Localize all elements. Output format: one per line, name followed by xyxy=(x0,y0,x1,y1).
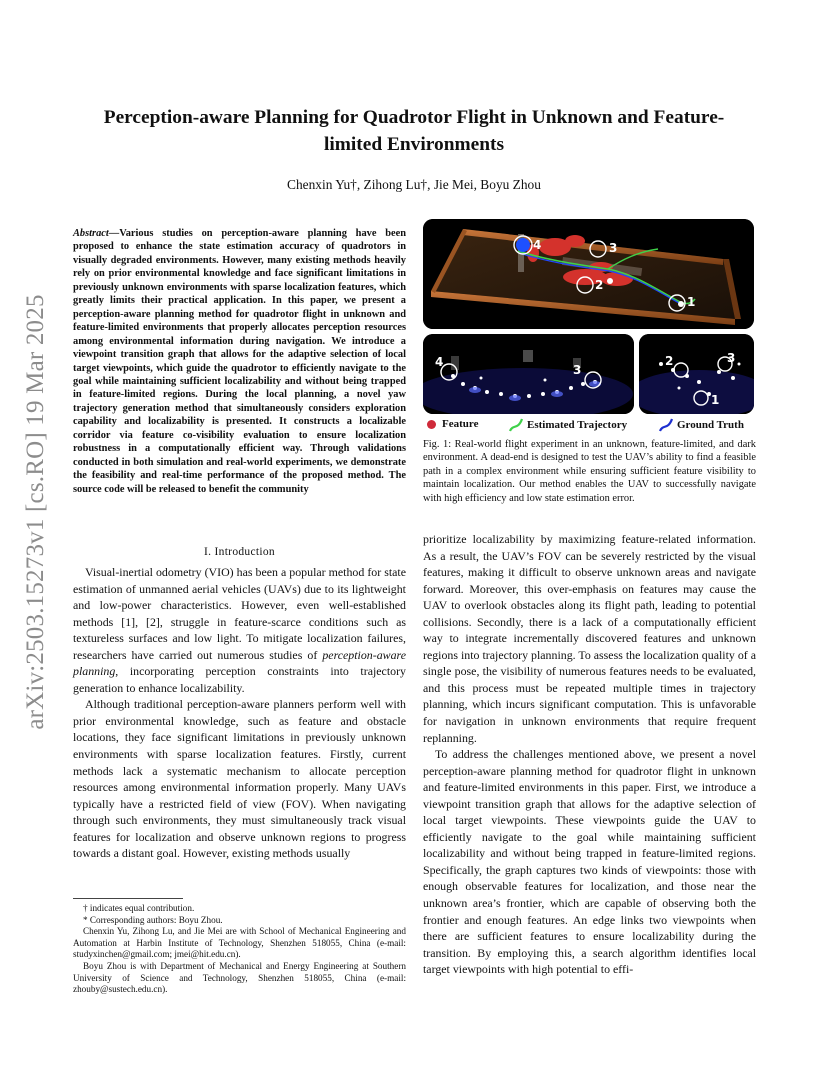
top-label-1: 1 xyxy=(687,295,696,309)
figure-caption: Fig. 1: Real-world flight experiment in an unknown, feature-limited, and dark environment. A dead-end is designed to test the UAV’s ability to find a feasible path in a complex environment while ensuring sufficient feature visibility to maintain localization. Our method enables the UAV to successfully navigate with high efficiency and low state estimation error. xyxy=(423,439,756,504)
abstract xyxy=(73,227,406,496)
top-label-2: 2 xyxy=(595,278,604,292)
estimated-trajectory-icon xyxy=(509,418,523,432)
top-label-4: 4 xyxy=(533,238,542,252)
section-heading-introduction: I. Introduction xyxy=(204,546,275,558)
bottom-right-label-3: 3 xyxy=(727,351,736,365)
legend-ground-truth-label: Ground Truth xyxy=(677,419,744,431)
intro-paragraph-2: Although traditional perception-aware planners perform well with prior environmental knowledge, such as feature and obstacle locations, they face significant limitations in previously unknown environments with sparse localization features. Firstly, current methods lack a systematic mechanism to allocate perception resources among environmental information properly. Many UAVs typically have a restricted field of view (FOV). When navigating through such environments, they must simultaneously track visual features for localization and observe unknown regions to progress towards a distant goal. However, existing methods usually xyxy=(73,697,406,861)
abstract-text: —Various studies on perception-aware planning have been proposed to enhance the state estimation accuracy of quadrotors in visually degraded environments. However, many existing methods heavily rely on prior environmental knowledge and face significant limitations in previously unknown environments with sparse localization features, which greatly limits their practical application. In this paper, we present a perception-aware planning method for quadrotor flight in unknown and feature-limited environments that properly allocates perception resources among environmental information during navigation. We introduce a viewpoint transition graph that allows for the adaptive selection of local target viewpoints, which guide the quadrotor to efficiently navigate to the goal while maintaining sufficient localizability and without being trapped in feature-limited regions. During the local planning, a novel yaw trajectory generation method that simultaneously considers exploration capability and localizability is presented. It constructs a localizable corridor via feature co-visibility evaluation to ensure localization robustness in a computationally efficient way. Through validations conducted in both simulation and real-world experiments, we demonstrate the feasibility and real-time performance of the proposed method. The source code will be released to benefit the community xyxy=(73,228,406,495)
footnote-affiliation-sustech: Boyu Zhou is with Department of Mechanical and Energy Engineering at Southern University of Science and Technology, Shenzhen 518055, China (e-mail: zhouby@sustech.edu.cn). xyxy=(73,960,406,995)
footnote-equal-contribution: † indicates equal contribution. xyxy=(83,903,195,913)
right-paragraph-2: To address the challenges mentioned above, we present a novel perception-aware planning method for quadrotor flight in unknown and feature-limited environments in this paper. First, we introduce a viewpoint transition graph that allows for the adaptive selection of local target viewpoints. These viewpoints guide the UAV to efficiently navigate to the goal while maintaining sufficient localizability and without being trapped in feature-limited regions. Specifically, the graph captures two kinds of viewpoints: those with enough observable features for localization, and those near the unknown area’s frontier, which are capable of observing both the frontier and enough features. An edge links two viewpoints when there are sufficient features to ensure localizability during the transition. By employing this, a search algorithm identifies local target viewpoints with high potential to effi- xyxy=(423,747,756,977)
right-paragraph-1: prioritize localizability by maximizing feature-related information. As a result, the UAV’s FOV can be severely restricted by the visual features, making it difficult to observe unknown areas and navigate forward. Moreover, this over-emphasis on features may cause the UAV to overlook obstacles along its flight path, leading to potential collisions. Secondly, there is a lack of a computationally efficient way to integrate incrementally discovered features and unknown regions into trajectory planning. To assess the localization quality of a single pose, the visibility of numerous features needs to be evaluated, and this process must be repeated multiple times in trajectory planning, which incurs significant computation. This is unfavorable for navigation in unknown environments that require frequent replanning. xyxy=(423,532,756,745)
ground-truth-icon xyxy=(659,418,673,432)
bottom-left-label-3: 3 xyxy=(573,363,582,377)
paper-title: Perception-aware Planning for Quadrotor Flight in Unknown and Feature-limited Environments xyxy=(103,107,725,155)
top-scene-image xyxy=(423,219,754,329)
bottom-left-scene-image xyxy=(423,334,634,414)
footnote-corresponding: * Corresponding authors: Boyu Zhou. xyxy=(83,914,223,925)
footnote-rule xyxy=(73,898,183,899)
arxiv-id-text: arXiv:2503.15273v1 [cs.RO] 19 Mar 2025 xyxy=(22,294,49,730)
intro-paragraph-1 xyxy=(73,564,406,696)
footnote-affiliation-hit: Chenxin Yu, Zihong Lu, and Jie Mei are with School of Mechanical Engineering and Automation at Harbin Institute of Technology, Shenzhen 518055, China (e-mail: studyxinchen@gmail.com; jmei@hit.edu.cn). xyxy=(73,926,406,960)
legend-estimated-trajectory xyxy=(509,418,627,432)
abstract-label: Abstract xyxy=(73,228,109,239)
feature-dot-icon xyxy=(427,420,436,429)
figure-bottom-row xyxy=(423,334,756,414)
arxiv-sidebar-id xyxy=(14,262,58,762)
footnotes xyxy=(73,898,406,996)
intro-p1-text-b: , incorporating perception constraints into trajectory generation to enhance localizability. xyxy=(73,664,406,695)
bottom-right-scene-image xyxy=(639,334,754,414)
bottom-right-label-2: 2 xyxy=(665,354,674,368)
figure-top-photo xyxy=(423,219,754,329)
legend-estimated-label: Estimated Trajectory xyxy=(527,419,628,431)
legend-feature-label: Feature xyxy=(442,418,479,430)
figure-1 xyxy=(423,219,756,504)
bottom-right-label-1: 1 xyxy=(711,393,720,407)
right-column-body xyxy=(423,531,756,978)
left-column-body xyxy=(73,564,406,862)
figure-bottom-right-photo xyxy=(639,334,754,414)
paper-authors: Chenxin Yu†, Zihong Lu†, Jie Mei, Boyu Zhou xyxy=(287,177,541,192)
bottom-left-label-4: 4 xyxy=(435,355,444,369)
legend-feature xyxy=(427,418,478,430)
figure-legend xyxy=(423,418,756,432)
legend-ground-truth xyxy=(659,418,744,432)
intro-p1-emphasis: perception-aware planning xyxy=(73,647,406,679)
figure-bottom-left-photo xyxy=(423,334,634,414)
intro-p1-text-a: Visual-inertial odometry (VIO) has been a popular method for state estimation of unmanned aerial vehicles (UAVs) due to its lightweight and low-power characteristics. However, even well-established methods [1], [2], struggle in feature-scarce conditions such as textureless surfaces and low light. To mitigate localization failures, researchers have carried out numerous studies of xyxy=(73,565,406,662)
top-label-3: 3 xyxy=(609,241,618,255)
